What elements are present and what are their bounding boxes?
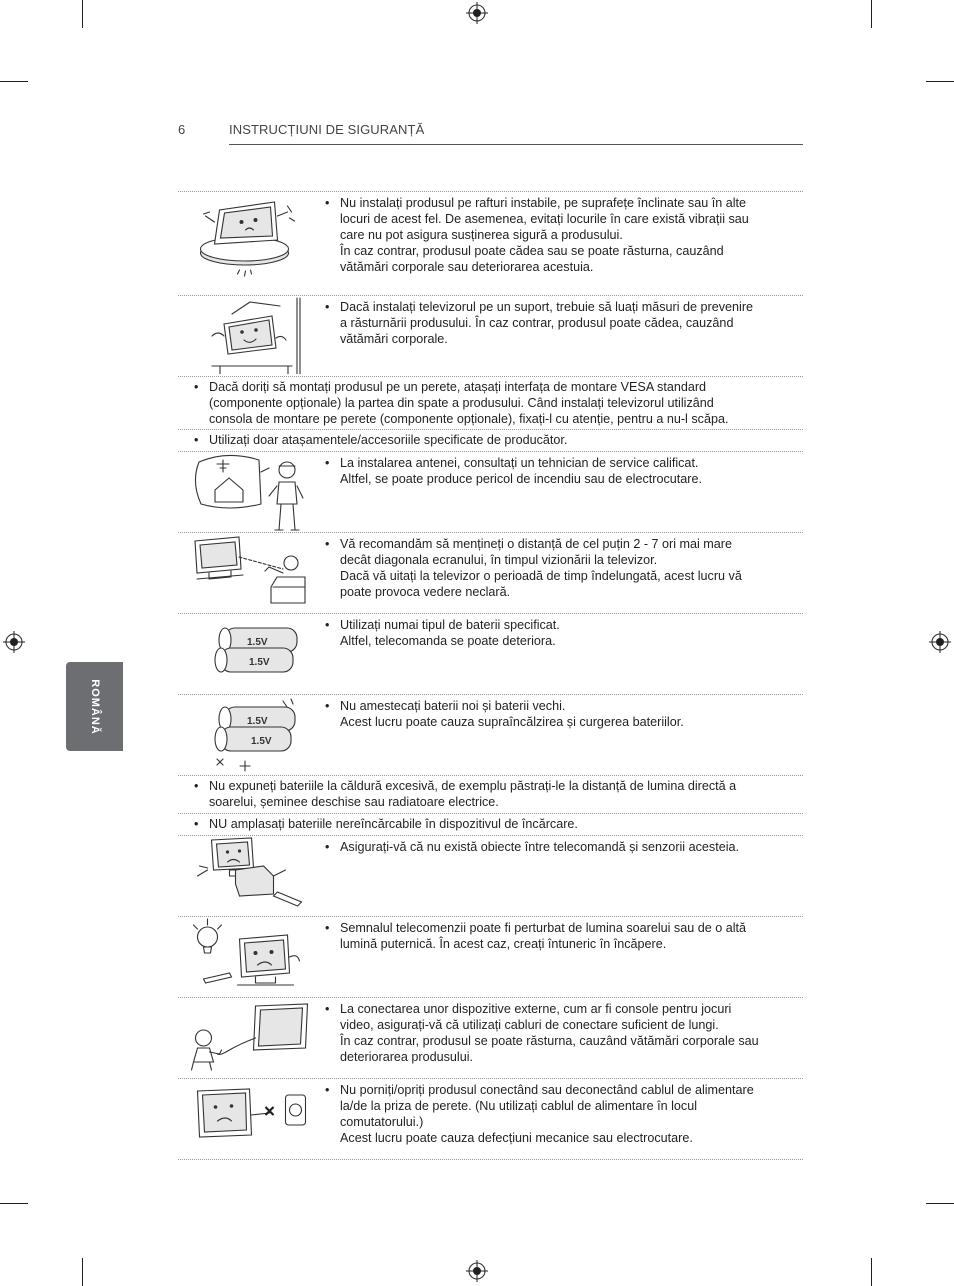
bullet-item xyxy=(325,1082,783,1146)
bullet-item xyxy=(194,778,773,810)
text-line: • Dacă doriți să montați produsul pe un perete, atașați interfața de montare VESA standard xyxy=(209,380,707,394)
text-line: • Utilizați numai tipul de baterii specificat. xyxy=(340,618,560,632)
text-line: • Utilizați doar atașamentele/accesoriile specificate de producător. xyxy=(209,433,568,447)
text-line: Acest lucru poate cauza supraîncălzirea și curgerea bateriilor. xyxy=(340,715,684,729)
instruction-text xyxy=(325,455,783,487)
list-item xyxy=(178,376,803,429)
text-line: (componente opționale) la partea din spate a produsului. Când instalați televizorul utilizând xyxy=(209,396,714,410)
bullet-item xyxy=(194,432,773,448)
list-item xyxy=(178,775,803,813)
text-line: • NU amplasați bateriile nereîncărcabile în dispozitivul de încărcare. xyxy=(209,817,578,831)
text-line: • Vă recomandăm să mențineți o distanță de cel puțin 2 - 7 ori mai mare xyxy=(340,537,732,551)
list-item xyxy=(178,835,803,916)
list-item xyxy=(178,813,803,835)
crop-mark xyxy=(0,1203,28,1204)
list-item xyxy=(178,916,803,997)
registration-mark-icon xyxy=(466,2,488,24)
bullet-item xyxy=(325,455,783,487)
text-line: Acest lucru poate cauza defecțiuni mecanice sau electrocutare. xyxy=(340,1131,693,1145)
text-line: soarelui, șeminee deschise sau radiatoare electrice. xyxy=(209,795,499,809)
battery-label: 1.5V xyxy=(251,736,272,747)
list-item xyxy=(178,997,803,1078)
text-line: • Nu porniți/opriți produsul conectând sau deconectând cablul de alimentare xyxy=(340,1083,754,1097)
battery-label: 1.5V xyxy=(249,657,270,668)
power-cable-plug-illustration xyxy=(182,1079,322,1149)
list-item xyxy=(178,694,803,775)
text-line: • La instalarea antenei, consultați un tehnician de service calificat. xyxy=(340,456,699,470)
text-line: • Dacă instalați televizorul pe un suport, trebuie să luați măsuri de prevenire xyxy=(340,300,754,314)
instruction-text xyxy=(325,536,783,600)
crop-mark xyxy=(926,81,954,82)
remote-sensor-blocked-illustration xyxy=(182,836,322,910)
mixed-batteries-illustration xyxy=(182,695,322,773)
bullet-item xyxy=(194,379,773,427)
list-item xyxy=(178,451,803,532)
instruction-text xyxy=(194,379,773,427)
registration-mark-icon xyxy=(3,631,25,653)
bullet-item xyxy=(325,617,783,649)
list-item xyxy=(178,532,803,613)
bullet-item xyxy=(325,536,783,600)
text-line: lumină puternică. În acest caz, creați întuneric în încăpere. xyxy=(340,937,667,951)
text-line: decât diagonala ecranului, în timpul vizionării la televizor. xyxy=(340,553,658,567)
text-line: care nu pot asigura susținerea sigură a produsului. xyxy=(340,228,623,242)
antenna-technician-illustration xyxy=(182,452,322,532)
list-item xyxy=(178,1078,803,1160)
battery-label: 1.5V xyxy=(247,637,268,648)
text-line: Altfel, telecomanda se poate deteriora. xyxy=(340,634,556,648)
instruction-text xyxy=(325,195,783,275)
bullet-item xyxy=(325,698,783,730)
bullet-item xyxy=(325,299,783,347)
crop-mark xyxy=(0,81,28,82)
sunlight-interference-illustration xyxy=(182,917,322,995)
instruction-text xyxy=(325,1082,783,1146)
bullet-item xyxy=(325,920,783,952)
text-line: În caz contrar, produsul se poate răsturna, cauzând vătămări corporale sau xyxy=(340,1034,759,1048)
text-line: vătămări corporale. xyxy=(340,332,448,346)
list-item xyxy=(178,191,803,295)
language-tab-label: ROMÂNĂ xyxy=(88,678,101,735)
instruction-text xyxy=(194,778,773,810)
instruction-text xyxy=(194,432,773,448)
crop-mark xyxy=(926,1203,954,1204)
game-console-cable-illustration xyxy=(182,998,322,1076)
text-line: • Nu instalați produsul pe rafturi instabile, pe suprafețe înclinate sau în alte xyxy=(340,196,747,210)
bullet-item xyxy=(194,816,773,832)
text-line: la/de la priza de perete. (Nu utilizați cablul de alimentare în locul xyxy=(340,1099,698,1113)
text-line: comutatorului.) xyxy=(340,1115,424,1129)
text-line: • Asigurați-vă că nu există obiecte între telecomandă și senzorii acesteia. xyxy=(340,840,740,854)
text-line: video, asigurați-vă că utilizați cabluri de conectare suficient de lungi. xyxy=(340,1018,719,1032)
instruction-text xyxy=(325,839,783,855)
viewing-distance-illustration xyxy=(182,533,322,609)
crop-mark xyxy=(82,1258,83,1286)
batteries-illustration xyxy=(182,614,322,689)
text-line: • Nu expuneți bateriile la căldură excesivă, de exemplu păstrați-le la distanță de lumina directă a xyxy=(209,779,737,793)
instruction-text xyxy=(325,299,783,347)
language-tab xyxy=(66,662,123,751)
instruction-text xyxy=(325,1001,783,1065)
bullet-item xyxy=(325,839,783,855)
header-divider xyxy=(229,144,803,145)
bullet-item xyxy=(325,195,783,275)
safety-instructions-list xyxy=(178,191,803,1160)
text-line: a răsturnării produsului. În caz contrar, produsul poate cădea, cauzând xyxy=(340,316,734,330)
list-item xyxy=(178,613,803,694)
crop-mark xyxy=(82,0,83,28)
text-line: vătămări corporale sau deteriorarea acestuia. xyxy=(340,260,594,274)
text-line: • Semnalul telecomenzii poate fi perturbat de lumina soarelui sau de o altă xyxy=(340,921,747,935)
list-item xyxy=(178,429,803,451)
unstable-shelf-illustration xyxy=(182,192,322,282)
text-line: deteriorarea produsului. xyxy=(340,1050,474,1064)
section-title: INSTRUCȚIUNI DE SIGURANȚĂ xyxy=(229,122,425,137)
registration-mark-icon xyxy=(466,1260,488,1282)
tv-stand-tipping-illustration xyxy=(182,296,322,374)
text-line: locuri de acest fel. De asemenea, evitați locurile în care există vibrații sau xyxy=(340,212,749,226)
text-line: • La conectarea unor dispozitive externe, cum ar fi console pentru jocuri xyxy=(340,1002,732,1016)
text-line: În caz contrar, produsul poate cădea sau se poate răsturna, cauzând xyxy=(340,244,724,258)
instruction-text xyxy=(325,920,783,952)
instruction-text xyxy=(325,617,783,649)
battery-label: 1.5V xyxy=(247,716,268,727)
text-line: poate provoca vedere neclară. xyxy=(340,585,511,599)
crop-mark xyxy=(871,0,872,28)
crop-mark xyxy=(871,1258,872,1286)
page-number: 6 xyxy=(178,122,186,137)
text-line: • Nu amestecați baterii noi și baterii vechi. xyxy=(340,699,566,713)
list-item xyxy=(178,295,803,376)
text-line: Altfel, se poate produce pericol de incendiu sau de electrocutare. xyxy=(340,472,702,486)
text-line: consola de montare pe perete (componente opționale), fixați-l cu atenție, pentru a nu-l scăpa. xyxy=(209,412,729,426)
instruction-text xyxy=(325,698,783,730)
registration-mark-icon xyxy=(929,631,951,653)
bullet-item xyxy=(325,1001,783,1065)
text-line: Dacă vă uitați la televizor o perioadă de timp îndelungată, acest lucru vă xyxy=(340,569,742,583)
instruction-text xyxy=(194,816,773,832)
